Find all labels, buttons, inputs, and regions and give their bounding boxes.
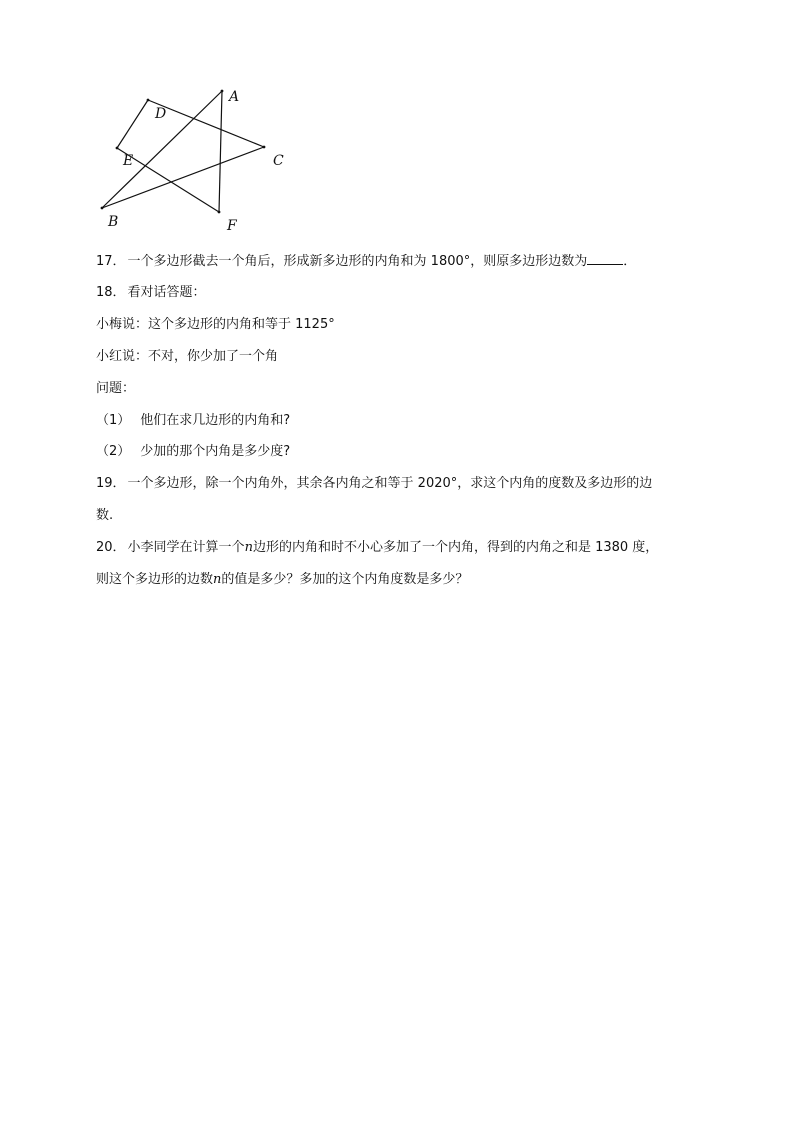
question-18-title [96,284,206,302]
point-label-D: D [155,106,167,122]
question-number: 18． [96,285,126,300]
sub-question-1 [96,412,290,430]
point-label-B: B [108,214,119,230]
segment-AF [219,91,222,212]
question-number: 20． [96,540,126,555]
question-number: 19． [96,476,126,491]
question-17 [96,252,636,271]
question-text: 边形的内角和时不小心多加了一个内角，得到的内角之和是 1380 度， [252,540,659,555]
question-text-end: ． [623,254,637,269]
answer-blank [587,252,623,265]
question-20-line1 [96,539,658,557]
dialogue-mei: 小梅说：这个多边形的内角和等于 1125° [96,317,335,332]
sub-question-index: （2） [96,444,131,459]
star-figure-svg [90,82,300,238]
question-19-line1 [96,475,652,493]
sub-question-index: （1） [96,413,131,428]
question-text: 一个多边形，除一个内角外，其余各内角之和等于 2020°，求这个内角的度数及多边形的边 [127,476,653,491]
point-label-C: C [273,153,284,169]
sub-question-2 [96,443,290,461]
question-19-line2: 数. [96,508,114,523]
sub-question-text: 少加的那个内角是多少度? [140,444,291,459]
dialogue-hong: 小红说：不对，你少加了一个角 [96,349,279,364]
sub-question-text: 他们在求几边形的内角和? [140,413,291,428]
question-number: 17． [96,254,126,269]
question-20-line2 [96,571,468,589]
variable-n: n [244,540,253,555]
question-text: 则这个多边形的边数 [96,572,214,587]
point-label-A: A [229,89,240,105]
question-text: 一个多边形截去一个角后，形成新多边形的内角和为 1800°，则原多边形边数为 [127,254,588,269]
point-label-F: F [227,218,237,234]
geometry-figure [90,82,300,238]
question-text: 看对话答题： [127,285,206,300]
segment-DE [117,100,148,148]
variable-n: n [213,572,222,587]
point-label-E: E [123,153,134,169]
question-label: 问题： [96,381,136,396]
question-text: 的值是多少？多加的这个内角度数是多少？ [221,572,469,587]
question-text: 小李同学在计算一个 [127,540,245,555]
